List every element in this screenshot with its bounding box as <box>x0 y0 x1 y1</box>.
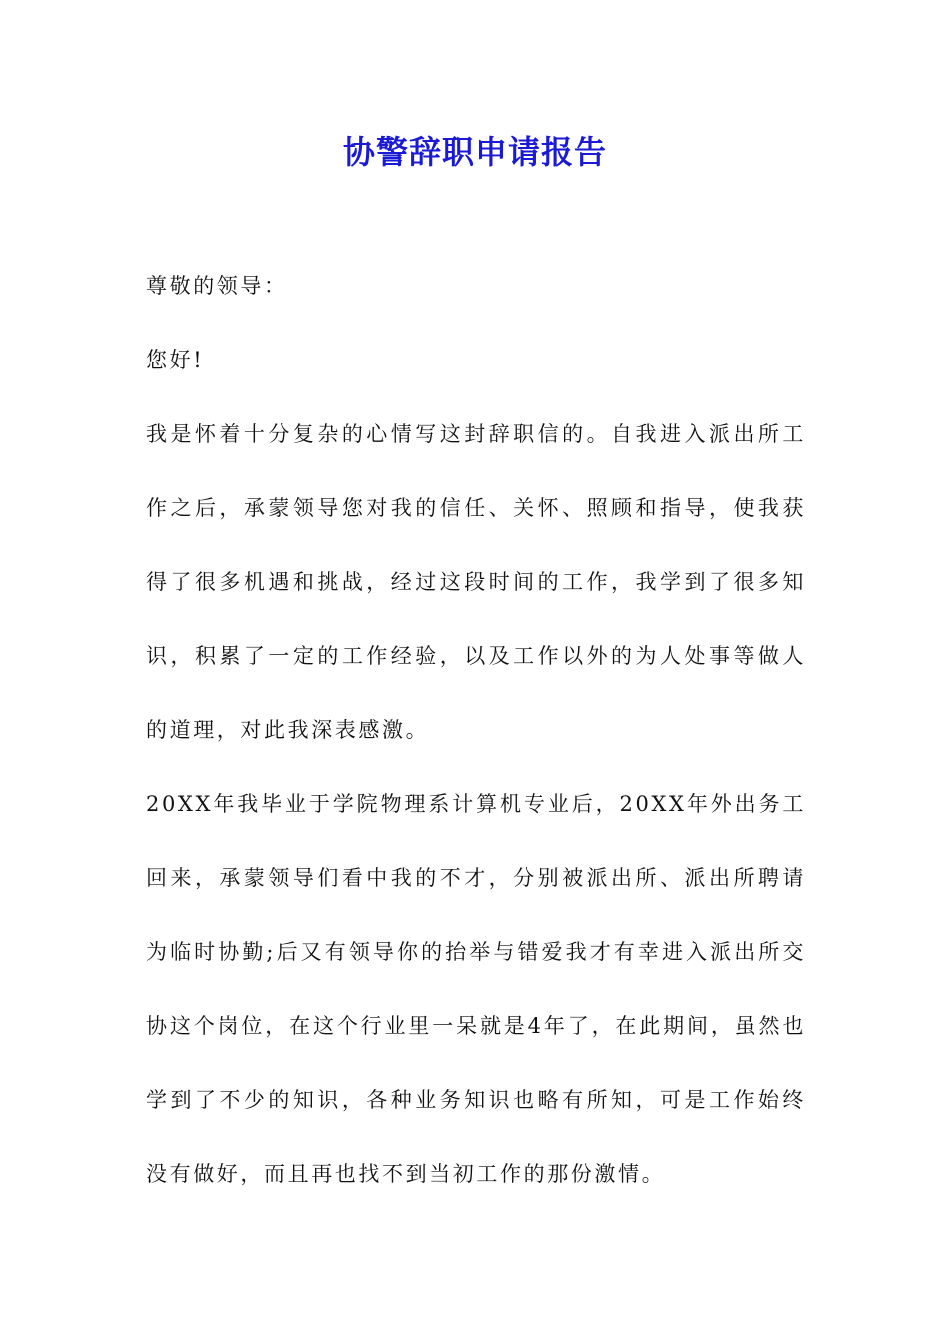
document-title: 协警辞职申请报告 <box>342 133 607 171</box>
greeting: 您好! <box>146 348 205 372</box>
body-paragraph: 我是怀着十分复杂的心情写这封辞职信的。自我进入派出所工作之后，承蒙领导您对我的信任、关怀、照顾和指导，使我获得了很多机遇和挑战，经过这段时间的工作，我学到了很多知识，积累了一定的工作经验，以及工作以外的为人处事等做人的道理，对此我深表感激。 <box>146 422 806 742</box>
body-paragraph: 20XX年我毕业于学院物理系计算机专业后，20XX年外出务工回来，承蒙领导们看中我的不才，分别被派出所、派出所聘请为临时协勤;后又有领导你的抬举与错爱我才有幸进入派出所交协这个岗位，在这个行业里一呆就是4年了，在此期间，虽然也学到了不少的知识，各种业务知识也略有所知，可是工作始终没有做好，而且再也找不到当初工作的那份激情。 <box>146 792 806 1186</box>
salutation: 尊敬的领导： <box>146 274 288 298</box>
